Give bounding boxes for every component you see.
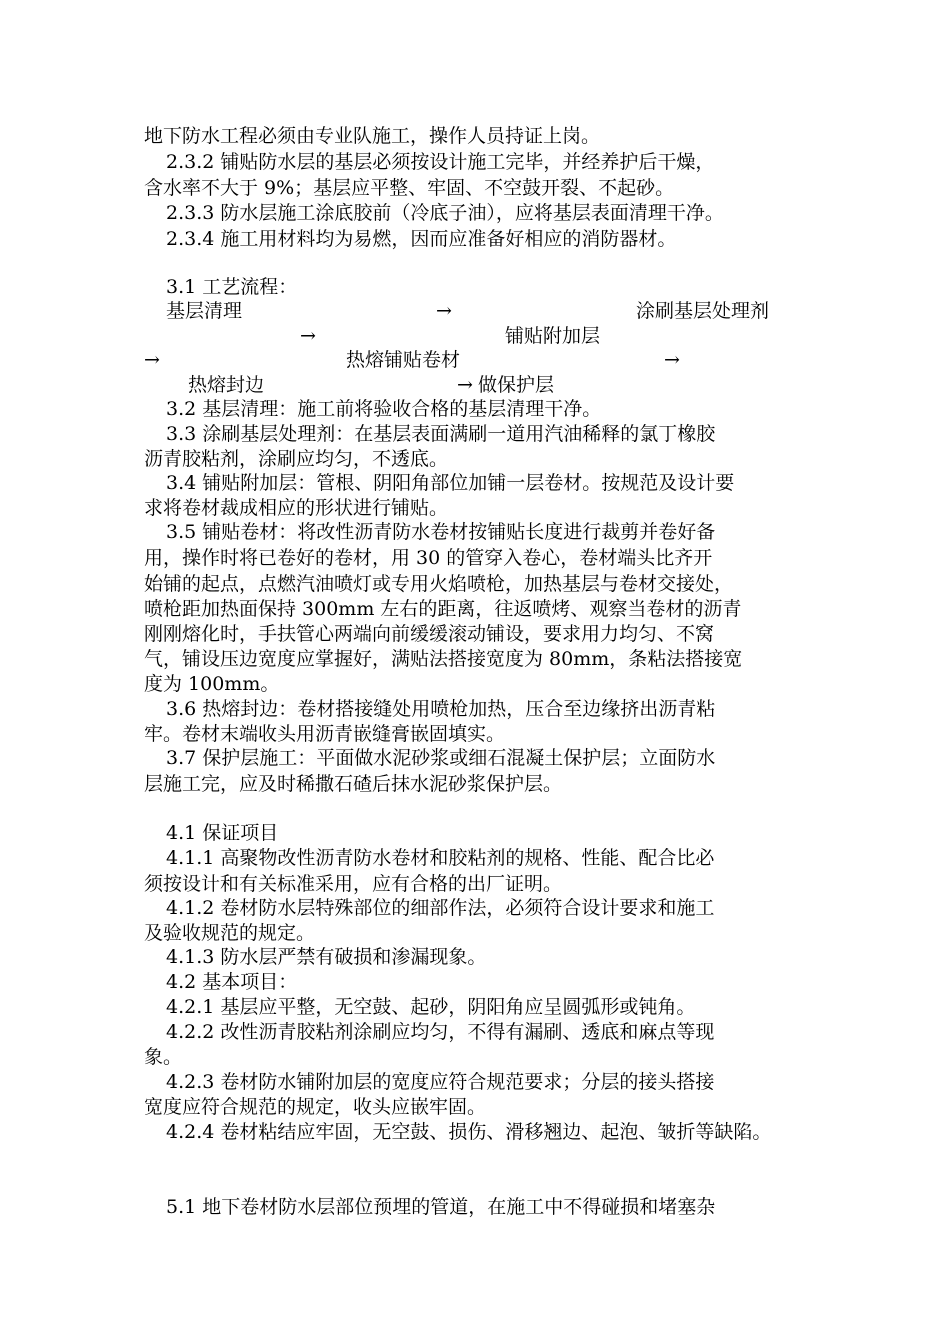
text-line: 3.6 热熔封边：卷材搭接缝处用喷枪加热，压合至边缘挤出沥青粘: [166, 698, 716, 720]
text-line: 4.2.4 卷材粘结应牢固，无空鼓、损伤、滑移翘边、起泡、皱折等缺陷。: [166, 1121, 772, 1143]
flow-step-6: 做保护层: [478, 374, 555, 396]
section-heading: 4.1 保证项目: [166, 822, 279, 844]
text-line: 2.3.4 施工用材料均为易燃，因而应准备好相应的消防器材。: [166, 228, 677, 250]
text-line: 牢。卷材末端收头用沥青嵌缝膏嵌固填实。: [144, 723, 506, 745]
text-line: 3.2 基层清理：施工前将验收合格的基层清理干净。: [166, 398, 602, 420]
text-line: 2.3.2 铺贴防水层的基层必须按设计施工完毕，并经养护后干燥，: [166, 151, 715, 173]
text-line: 3.3 涂刷基层处理剂：在基层表面满刷一道用汽油稀释的氯丁橡胶: [166, 423, 716, 445]
text-line: 地下防水工程必须由专业队施工，操作人员持证上岗。: [144, 125, 601, 147]
text-line: 3.7 保护层施工：平面做水泥砂浆或细石混凝土保护层；立面防水: [166, 747, 716, 769]
text-line: 求将卷材裁成相应的形状进行铺贴。: [144, 497, 449, 519]
text-line: 4.1.2 卷材防水层特殊部位的细部作法，必须符合设计要求和施工: [166, 897, 715, 919]
text-line: 刚刚熔化时，手扶管心两端向前缓缓滚动铺设，要求用力均匀、不窝: [144, 623, 715, 645]
text-line: 宽度应符合规范的规定，收头应嵌牢固。: [144, 1096, 487, 1118]
text-line: 含水率不大于 9%；基层应平整、牢固、不空鼓开裂、不起砂。: [144, 177, 675, 199]
text-line: 4.1.1 高聚物改性沥青防水卷材和胶粘剂的规格、性能、配合比必: [166, 847, 715, 869]
text-line: 3.4 铺贴附加层：管根、阴阳角部位加铺一层卷材。按规范及设计要: [166, 472, 735, 494]
text-line: 3.5 铺贴卷材：将改性沥青防水卷材按铺贴长度进行裁剪并卷好备: [166, 521, 716, 543]
text-line: 象。: [144, 1046, 183, 1068]
flow-arrow: →: [300, 325, 316, 347]
flow-arrow: →: [436, 300, 452, 322]
text-line: 用，操作时将已卷好的卷材，用 30 的管穿入卷心，卷材端头比齐开: [144, 547, 713, 569]
flow-arrow: →: [664, 349, 680, 371]
text-line: 气，铺设压边宽度应掌握好，满贴法搭接宽度为 80mm，条粘法搭接宽: [144, 648, 743, 670]
text-line: 层施工完，应及时稀撒石碴后抹水泥砂浆保护层。: [144, 773, 563, 795]
section-heading: 3.1 工艺流程：: [166, 276, 298, 298]
flow-step-1: 基层清理: [166, 300, 243, 322]
flow-arrow: →: [457, 374, 473, 396]
text-line: 4.2.3 卷材防水铺附加层的宽度应符合规范要求；分层的接头搭接: [166, 1071, 715, 1093]
text-line: 4.2.2 改性沥青胶粘剂涂刷应均匀，不得有漏刷、透底和麻点等现: [166, 1021, 715, 1043]
flow-step-4: 热熔铺贴卷材: [346, 349, 461, 371]
text-line: 4.2.1 基层应平整，无空鼓、起砂，阴阳角应呈圆弧形或钝角。: [166, 996, 696, 1018]
flow-step-5: 热熔封边: [188, 374, 265, 396]
text-line: 喷枪距加热面保持 300mm 左右的距离，往返喷烤、观察当卷材的沥青: [144, 598, 742, 620]
section-heading: 4.2 基本项目：: [166, 971, 298, 993]
text-line: 及验收规范的规定。: [144, 922, 316, 944]
flow-arrow: →: [144, 349, 160, 371]
text-line: 度为 100mm。: [144, 673, 280, 695]
text-line: 沥青胶粘剂，涂刷应均匀，不透底。: [144, 448, 449, 470]
text-line: 须按设计和有关标准采用，应有合格的出厂证明。: [144, 873, 563, 895]
flow-step-3: 铺贴附加层: [505, 325, 601, 347]
text-line: 2.3.3 防水层施工涂底胶前（冷底子油），应将基层表面清理干净。: [166, 202, 724, 224]
flow-step-2: 涂刷基层处理剂: [636, 300, 770, 322]
section-heading: 5.1 地下卷材防水层部位预埋的管道，在施工中不得碰损和堵塞杂: [166, 1196, 716, 1218]
text-line: 始铺的起点，点燃汽油喷灯或专用火焰喷枪，加热基层与卷材交接处，: [144, 573, 734, 595]
text-line: 4.1.3 防水层严禁有破损和渗漏现象。: [166, 946, 487, 968]
